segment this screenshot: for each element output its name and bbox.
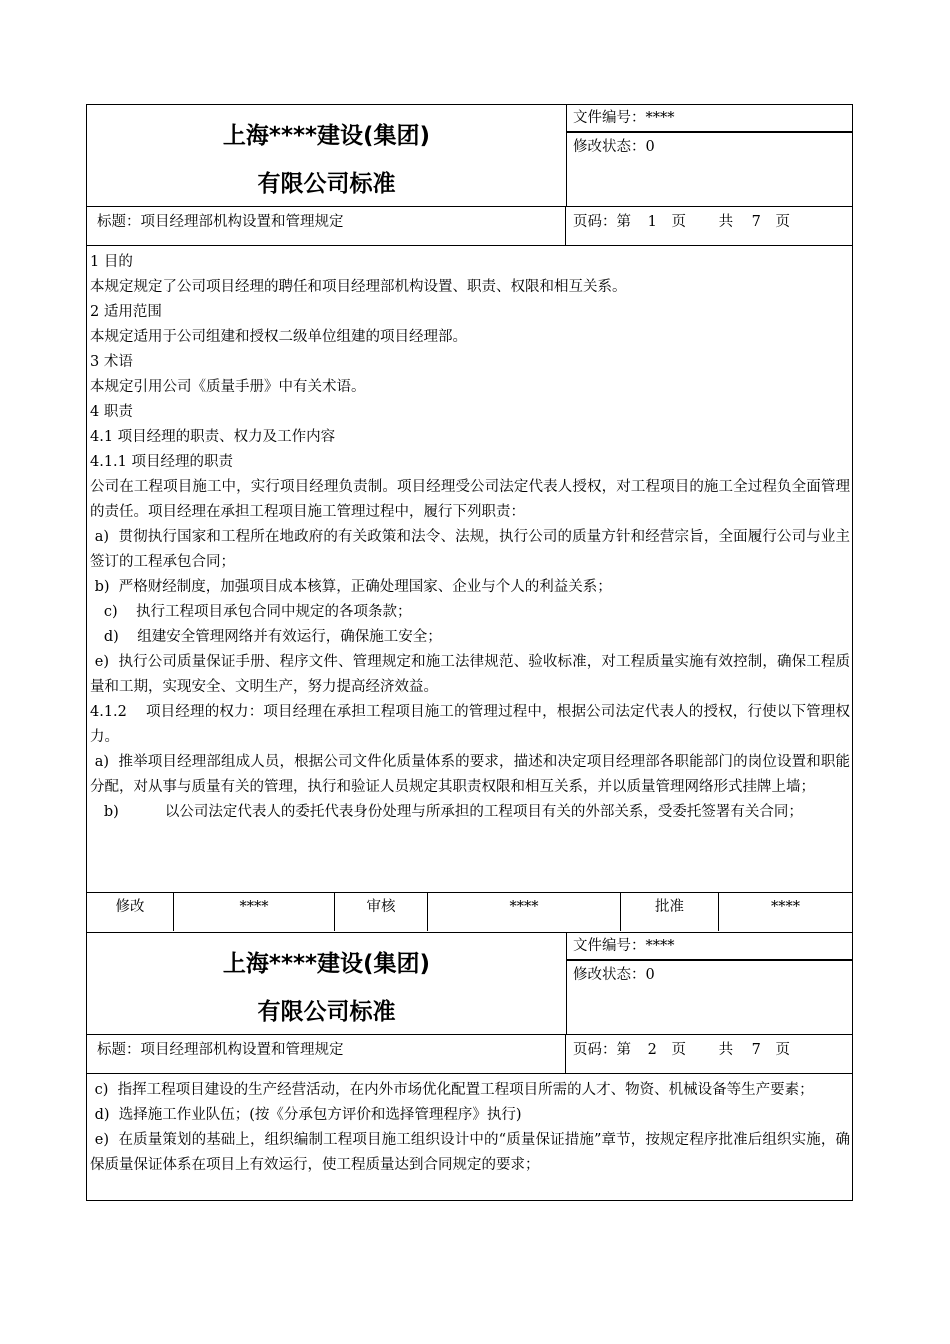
subsection-heading: 4.1 项目经理的职责、权力及工作内容 bbox=[90, 429, 336, 445]
list-item: e) 在质量策划的基础上，组织编制工程项目施工组织设计中的“质量保证措施”章节，按规定程序批准后组织实施，确保质量保证体系在项目上有效运行，使工程质量达到合同规定的要求； bbox=[90, 1132, 850, 1173]
list-item: e) 执行公司质量保证手册、程序文件、管理规定和施工法律规范、验收标准，对工程质量实施有效控制，确保工程质量和工期，实现安全、文明生产，努力提高经济效益。 bbox=[90, 654, 851, 695]
review-value: **** bbox=[428, 893, 621, 931]
approve-value: **** bbox=[771, 899, 800, 915]
page-label: 页码：第 bbox=[573, 214, 631, 230]
page-indicator bbox=[567, 207, 852, 237]
total-label: 共 bbox=[718, 1042, 734, 1058]
list-item: a) 贯彻执行国家和工程所在地政府的有关政策和法令、法规，执行公司的质量方针和经营宗旨，全面履行公司与业主签订的工程承包合同； bbox=[90, 529, 851, 570]
page-number: 1 bbox=[647, 214, 657, 230]
company-name-block bbox=[87, 105, 567, 206]
page-number: 2 bbox=[647, 1042, 657, 1058]
list-item: b) 以公司法定代表人的委托代表身份处理与所承担的工程项目有关的外部关系，受委托签署有关合同； bbox=[90, 804, 803, 820]
standard-sheet-page-2 bbox=[86, 932, 853, 1201]
document-body bbox=[87, 246, 852, 892]
total-pages: 7 bbox=[751, 1042, 761, 1058]
approve-label: 批准 bbox=[621, 893, 719, 931]
page-label: 页码：第 bbox=[573, 1042, 631, 1058]
sheet-header bbox=[87, 933, 852, 1035]
company-name-line1: 上海****建设(集团) bbox=[222, 951, 431, 977]
revision-status: 修改状态：0 bbox=[573, 967, 655, 983]
modify-label: 修改 bbox=[87, 893, 174, 931]
page-word: 页 bbox=[671, 214, 686, 230]
list-item: a) 推举项目经理部组成人员，根据公司文件化质量体系的要求，描述和决定项目经理部各职能部门的岗位设置和职能分配，对从事与质量有关的管理，执行和验证人员规定其职责权限和相互关系，并以质量管理网络形式挂牌上墙； bbox=[90, 754, 851, 795]
document-title: 标题：项目经理部机构设置和管理规定 bbox=[87, 207, 566, 245]
signoff-row bbox=[87, 892, 852, 931]
doc-info-block bbox=[567, 105, 852, 206]
document-number: 文件编号：**** bbox=[567, 933, 852, 961]
list-item: c) 执行工程项目承包合同中规定的各项条款； bbox=[90, 604, 412, 620]
body-paragraph: 4.1.2 项目经理的权力：项目经理在承担工程项目施工的管理过程中，根据公司法定代表人的授权，行使以下管理权力。 bbox=[90, 704, 850, 745]
section-heading: 4 职责 bbox=[90, 404, 133, 420]
sheet-header bbox=[87, 105, 852, 207]
list-item: d) 选择施工作业队伍；(按《分承包方评价和选择管理程序》执行) bbox=[90, 1107, 522, 1123]
body-paragraph: 本规定引用公司《质量手册》中有关术语。 bbox=[90, 379, 366, 395]
title-row bbox=[87, 207, 852, 246]
document-body bbox=[87, 1074, 852, 1178]
doc-info-block bbox=[567, 933, 852, 1034]
company-name-line1: 上海****建设(集团) bbox=[222, 123, 431, 149]
body-paragraph: 本规定适用于公司组建和授权二级单位组建的项目经理部。 bbox=[90, 329, 467, 345]
modify-value: **** bbox=[174, 893, 335, 931]
section-heading: 1 目的 bbox=[90, 254, 133, 270]
list-item: b) 严格财经制度，加强项目成本核算，正确处理国家、企业与个人的利益关系； bbox=[90, 579, 612, 595]
revision-status: 修改状态：0 bbox=[573, 139, 655, 155]
list-item: c) 指挥工程项目建设的生产经营活动，在内外市场优化配置工程项目所需的人才、物资、机械设备等生产要素； bbox=[90, 1082, 814, 1098]
review-label: 审核 bbox=[335, 893, 428, 931]
list-item: d) 组建安全管理网络并有效运行，确保施工安全； bbox=[90, 629, 442, 645]
subsection-heading: 4.1.1 项目经理的职责 bbox=[90, 454, 234, 470]
company-name-block bbox=[87, 933, 567, 1034]
page-word: 页 bbox=[671, 1042, 686, 1058]
section-heading: 3 术语 bbox=[90, 354, 133, 370]
total-word: 页 bbox=[775, 214, 791, 230]
page-indicator bbox=[567, 1035, 852, 1065]
body-paragraph: 公司在工程项目施工中，实行项目经理负责制。项目经理受公司法定代表人授权，对工程项目的施工全过程负全面管理的责任。项目经理在承担工程项目施工管理过程中，履行下列职责： bbox=[90, 479, 850, 520]
section-heading: 2 适用范围 bbox=[90, 304, 162, 320]
standard-sheet-page-1 bbox=[86, 104, 853, 933]
body-paragraph: 本规定规定了公司项目经理的聘任和项目经理部机构设置、职责、权限和相互关系。 bbox=[90, 279, 627, 295]
total-label: 共 bbox=[718, 214, 734, 230]
company-name-line2: 有限公司标准 bbox=[257, 171, 396, 197]
document-title: 标题：项目经理部机构设置和管理规定 bbox=[87, 1035, 566, 1073]
document-number: 文件编号：**** bbox=[567, 105, 852, 133]
total-pages: 7 bbox=[751, 214, 761, 230]
company-name-line2: 有限公司标准 bbox=[257, 999, 396, 1025]
total-word: 页 bbox=[775, 1042, 791, 1058]
title-row bbox=[87, 1035, 852, 1074]
